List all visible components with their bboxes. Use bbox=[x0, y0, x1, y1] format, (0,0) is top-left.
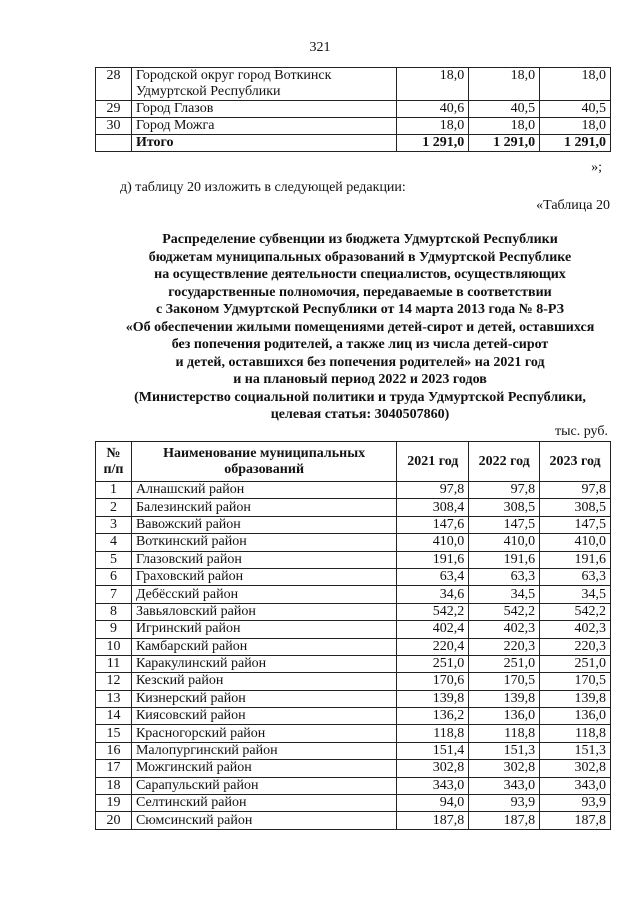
value-2022: 97,8 bbox=[469, 482, 540, 499]
municipality-name: Балезинский район bbox=[131, 499, 396, 516]
value-2021: 40,6 bbox=[397, 101, 469, 118]
table-row bbox=[96, 655, 611, 672]
value-2023: 139,8 bbox=[540, 690, 611, 707]
value-2022: 63,3 bbox=[469, 568, 540, 585]
municipality-name: Можгинский район bbox=[131, 760, 396, 777]
table-row bbox=[96, 118, 611, 135]
total-2021: 1 291,0 bbox=[397, 135, 469, 152]
table-row bbox=[96, 742, 611, 759]
municipality-name: Селтинский район bbox=[131, 795, 396, 812]
value-2023: 410,0 bbox=[540, 534, 611, 551]
value-2023: 18,0 bbox=[540, 118, 611, 135]
value-2021: 63,4 bbox=[397, 568, 469, 585]
value-2022: 187,8 bbox=[469, 812, 540, 829]
total-2023: 1 291,0 bbox=[540, 135, 611, 152]
municipality-name: Воткинский район bbox=[131, 534, 396, 551]
value-2021: 220,4 bbox=[397, 638, 469, 655]
header-2023: 2023 год bbox=[540, 442, 611, 482]
value-2021: 34,6 bbox=[397, 586, 469, 603]
value-2022: 308,5 bbox=[469, 499, 540, 516]
table-row bbox=[96, 603, 611, 620]
value-2022: 402,3 bbox=[469, 621, 540, 638]
municipality-name: Город Глазов bbox=[131, 101, 396, 118]
row-number: 9 bbox=[96, 621, 132, 638]
row-number: 1 bbox=[96, 482, 132, 499]
municipality-name: Кизнерский район bbox=[131, 690, 396, 707]
row-number: 17 bbox=[96, 760, 132, 777]
value-2021: 187,8 bbox=[397, 812, 469, 829]
table-row bbox=[96, 795, 611, 812]
row-number: 14 bbox=[96, 708, 132, 725]
value-2022: 18,0 bbox=[469, 118, 540, 135]
value-2021: 308,4 bbox=[397, 499, 469, 516]
municipality-name: Граховский район bbox=[131, 568, 396, 585]
value-2021: 18,0 bbox=[397, 68, 469, 101]
municipality-name: Завьяловский район bbox=[131, 603, 396, 620]
municipality-name: Вавожский район bbox=[131, 516, 396, 533]
value-2021: 302,8 bbox=[397, 760, 469, 777]
heading-line: Распределение субвенции из бюджета Удмуртской Республики bbox=[162, 232, 558, 247]
row-number: 8 bbox=[96, 603, 132, 620]
continued-table bbox=[95, 67, 611, 152]
heading-line: на осуществление деятельности специалистов, осуществляющих bbox=[154, 267, 566, 282]
table-row bbox=[96, 673, 611, 690]
table-row bbox=[96, 568, 611, 585]
value-2023: 308,5 bbox=[540, 499, 611, 516]
value-2021: 170,6 bbox=[397, 673, 469, 690]
table-row bbox=[96, 621, 611, 638]
instruction-text: д) таблицу 20 изложить в следующей редакции: bbox=[120, 180, 406, 195]
value-2023: 542,2 bbox=[540, 603, 611, 620]
municipality-name: Городской округ город Воткинск Удмуртской Республики bbox=[131, 68, 396, 101]
total-row bbox=[96, 135, 611, 152]
row-number: 3 bbox=[96, 516, 132, 533]
table-heading bbox=[80, 231, 640, 424]
value-2023: 93,9 bbox=[540, 795, 611, 812]
subvention-table bbox=[95, 441, 611, 830]
units-label: тыс. руб. bbox=[555, 424, 608, 439]
table-row bbox=[96, 101, 611, 118]
value-2021: 343,0 bbox=[397, 777, 469, 794]
row-number: 30 bbox=[96, 118, 132, 135]
table-row bbox=[96, 68, 611, 101]
table-row bbox=[96, 586, 611, 603]
municipality-name: Город Можга bbox=[131, 118, 396, 135]
municipality-name: Игринский район bbox=[131, 621, 396, 638]
value-2023: 187,8 bbox=[540, 812, 611, 829]
header-name: Наименование муниципальных образований bbox=[131, 442, 396, 482]
table-row bbox=[96, 482, 611, 499]
value-2022: 18,0 bbox=[469, 68, 540, 101]
table-row bbox=[96, 708, 611, 725]
heading-line: и на плановый период 2022 и 2023 годов bbox=[233, 372, 487, 387]
municipality-name: Каракулинский район bbox=[131, 655, 396, 672]
value-2023: 136,0 bbox=[540, 708, 611, 725]
table-row bbox=[96, 638, 611, 655]
empty-cell bbox=[96, 135, 132, 152]
total-2022: 1 291,0 bbox=[469, 135, 540, 152]
row-number: 4 bbox=[96, 534, 132, 551]
value-2021: 136,2 bbox=[397, 708, 469, 725]
row-number: 7 bbox=[96, 586, 132, 603]
value-2023: 251,0 bbox=[540, 655, 611, 672]
table-row bbox=[96, 499, 611, 516]
municipality-name: Сарапульский район bbox=[131, 777, 396, 794]
row-number: 28 bbox=[96, 68, 132, 101]
row-number: 29 bbox=[96, 101, 132, 118]
value-2022: 343,0 bbox=[469, 777, 540, 794]
value-2021: 151,4 bbox=[397, 742, 469, 759]
header-num: № п/п bbox=[96, 442, 132, 482]
municipality-name: Красногорский район bbox=[131, 725, 396, 742]
value-2022: 34,5 bbox=[469, 586, 540, 603]
value-2023: 402,3 bbox=[540, 621, 611, 638]
table-row bbox=[96, 551, 611, 568]
municipality-name: Кезский район bbox=[131, 673, 396, 690]
municipality-name: Глазовский район bbox=[131, 551, 396, 568]
heading-line: (Министерство социальной политики и труда Удмуртской Республики, bbox=[134, 389, 586, 405]
value-2023: 191,6 bbox=[540, 551, 611, 568]
heading-line: и детей, оставшихся без попечения родителей» на 2021 год bbox=[175, 354, 545, 370]
value-2021: 542,2 bbox=[397, 603, 469, 620]
value-2022: 302,8 bbox=[469, 760, 540, 777]
value-2022: 251,0 bbox=[469, 655, 540, 672]
table-row bbox=[96, 690, 611, 707]
value-2023: 147,5 bbox=[540, 516, 611, 533]
value-2022: 40,5 bbox=[469, 101, 540, 118]
row-number: 12 bbox=[96, 673, 132, 690]
row-number: 20 bbox=[96, 812, 132, 829]
value-2021: 139,8 bbox=[397, 690, 469, 707]
value-2023: 97,8 bbox=[540, 482, 611, 499]
row-number: 13 bbox=[96, 690, 132, 707]
heading-line: бюджетам муниципальных образований в Удмуртской Республике bbox=[148, 249, 572, 265]
value-2021: 191,6 bbox=[397, 551, 469, 568]
value-2023: 118,8 bbox=[540, 725, 611, 742]
page-number: 321 bbox=[309, 40, 331, 55]
heading-line: без попечения родителей, а также лиц из числа детей-сирот bbox=[171, 337, 549, 352]
value-2022: 220,3 bbox=[469, 638, 540, 655]
heading-line: «Об обеспечении жилыми помещениями детей-сирот и детей, оставшихся bbox=[125, 319, 595, 335]
municipality-name: Дебёсский район bbox=[131, 586, 396, 603]
municipality-name: Камбарский район bbox=[131, 638, 396, 655]
table-row bbox=[96, 534, 611, 551]
value-2023: 151,3 bbox=[540, 742, 611, 759]
table-row bbox=[96, 725, 611, 742]
row-number: 19 bbox=[96, 795, 132, 812]
value-2021: 410,0 bbox=[397, 534, 469, 551]
row-number: 6 bbox=[96, 568, 132, 585]
header-2022: 2022 год bbox=[469, 442, 540, 482]
table-row bbox=[96, 812, 611, 829]
table-row bbox=[96, 760, 611, 777]
value-2022: 136,0 bbox=[469, 708, 540, 725]
municipality-name: Сюмсинский район bbox=[131, 812, 396, 829]
heading-line: с Законом Удмуртской Республики от 14 марта 2013 года № 8-РЗ bbox=[155, 302, 565, 317]
municipality-name: Алнашский район bbox=[131, 482, 396, 499]
row-number: 18 bbox=[96, 777, 132, 794]
value-2022: 542,2 bbox=[469, 603, 540, 620]
value-2021: 118,8 bbox=[397, 725, 469, 742]
header-2021: 2021 год bbox=[397, 442, 469, 482]
value-2023: 40,5 bbox=[540, 101, 611, 118]
municipality-name: Малопургинский район bbox=[131, 742, 396, 759]
value-2022: 139,8 bbox=[469, 690, 540, 707]
value-2023: 34,5 bbox=[540, 586, 611, 603]
value-2021: 251,0 bbox=[397, 655, 469, 672]
value-2023: 343,0 bbox=[540, 777, 611, 794]
value-2022: 170,5 bbox=[469, 673, 540, 690]
value-2023: 63,3 bbox=[540, 568, 611, 585]
row-number: 15 bbox=[96, 725, 132, 742]
value-2022: 151,3 bbox=[469, 742, 540, 759]
value-2021: 94,0 bbox=[397, 795, 469, 812]
closing-mark: »; bbox=[591, 160, 602, 175]
row-number: 5 bbox=[96, 551, 132, 568]
value-2021: 402,4 bbox=[397, 621, 469, 638]
table-row bbox=[96, 516, 611, 533]
value-2023: 170,5 bbox=[540, 673, 611, 690]
value-2023: 220,3 bbox=[540, 638, 611, 655]
row-number: 11 bbox=[96, 655, 132, 672]
value-2022: 191,6 bbox=[469, 551, 540, 568]
heading-line: государственные полномочия, передаваемые в соответствии bbox=[168, 284, 552, 300]
value-2022: 93,9 bbox=[469, 795, 540, 812]
table-label: «Таблица 20 bbox=[536, 198, 610, 213]
value-2021: 18,0 bbox=[397, 118, 469, 135]
value-2021: 97,8 bbox=[397, 482, 469, 499]
row-number: 2 bbox=[96, 499, 132, 516]
municipality-name: Киясовский район bbox=[131, 708, 396, 725]
value-2022: 410,0 bbox=[469, 534, 540, 551]
row-number: 10 bbox=[96, 638, 132, 655]
value-2022: 118,8 bbox=[469, 725, 540, 742]
value-2022: 147,5 bbox=[469, 516, 540, 533]
header-row bbox=[96, 442, 611, 482]
total-label: Итого bbox=[131, 135, 396, 152]
value-2023: 302,8 bbox=[540, 760, 611, 777]
value-2021: 147,6 bbox=[397, 516, 469, 533]
table-row bbox=[96, 777, 611, 794]
value-2023: 18,0 bbox=[540, 68, 611, 101]
row-number: 16 bbox=[96, 742, 132, 759]
heading-line: целевая статья: 3040507860) bbox=[270, 407, 450, 422]
